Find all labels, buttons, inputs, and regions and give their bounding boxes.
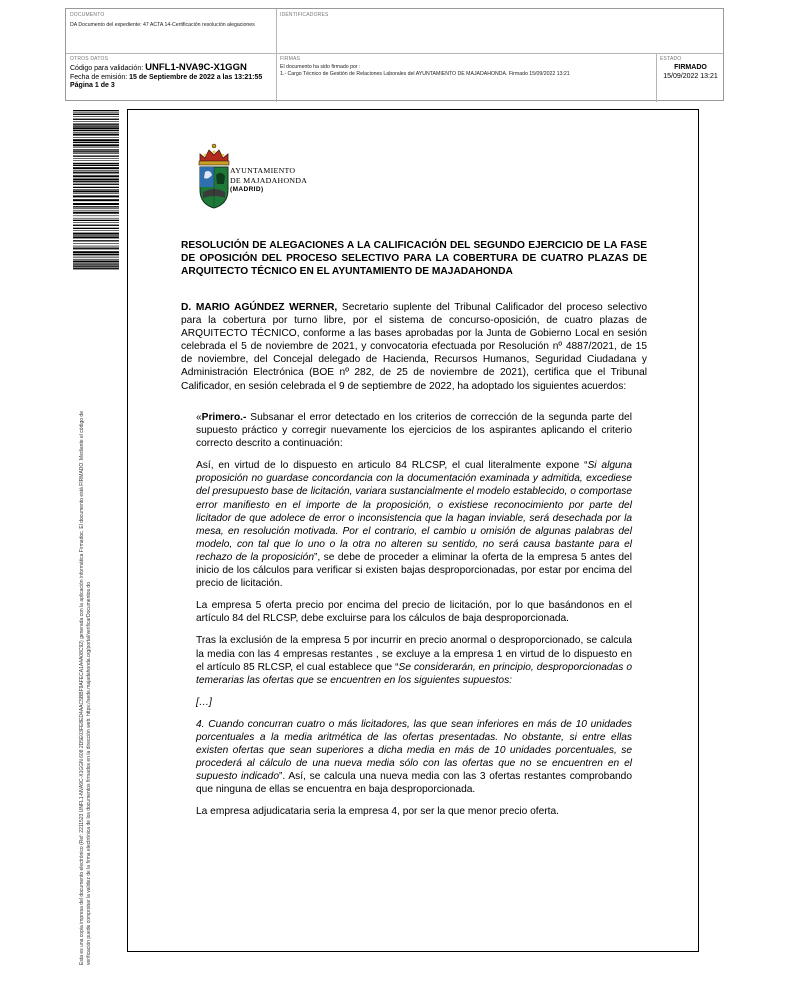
- primero-label: Primero.-: [201, 412, 247, 423]
- secretary-name: D. MARIO AGÚNDEZ WERNER,: [181, 302, 338, 313]
- codigo-value[interactable]: UNFL1-NVA9C-X1GGN: [145, 62, 247, 73]
- resolution-body: [196, 411, 632, 828]
- paragraph-primero: [196, 411, 632, 450]
- paragraph-ellipsis: […]: [196, 696, 212, 708]
- identificadores-cell: [276, 9, 725, 53]
- otros-datos-cell: [66, 53, 276, 102]
- page-indicator: Página 1 de 3: [70, 82, 115, 89]
- verification-side-text: [79, 295, 93, 965]
- supuesto-4-quote: 4. Cuando concurran cuatro o más licitadores, las que sean inferiores en más de 10 unidades porcentuales a la media aritmética de las ofertas presentadas. No obstante, si entre ellas existen ofertas que sean superiores a dicha media en más de 10 unidades porcentuales, se procederá al cálculo de una nueva media sólo con las ofertas que no se encuentren en el supuesto indicado: [196, 718, 632, 783]
- intro-text: Secretario suplente del Tribunal Calificador del proceso selectivo para la cobertura por turno libre, por el sistema de concurso-oposición, de cuatro plazas de ARQUITECTO TÉCNICO, conforme a las bases aprobadas por la Junta de Gobierno Local en sesión celebrada el 5 de noviembre de 2021, y convocatoria efectuada por Resolución nº 4887/2021, de 15 de noviembre, del Concejal delegado de Hacienda, Recursos Humanos, Seguridad Ciudadana y Administración Electrónica (BOE nº 282, de 25 de noviembre de 2021), certifica que el Tribunal Calificador, en sesión celebrada el 9 de septiembre de 2022, ha adoptado los siguientes acuerdos:: [181, 302, 648, 392]
- article-84-quote: Si alguna proposición no guardase concordancia con la documentación examinada y admitida, excediese del presupuesto base de licitación, variara sustancialmente el modelo establecido, o comportase error manifiesto en el importe de la proposición, o existiese reconocimiento por parte del licitador de que adolece de error o inconsistencia que la hagan inviable, será desechada por la mesa, en resolución motivada. Por el contrario, el cambio u omisión de algunas palabras del modelo, con tal que lo uno o la otra no alteren su sentido, no será causa bastante para el rechazo de la proposición: [196, 460, 633, 563]
- opening-quote: «: [196, 412, 202, 423]
- barcode-icon: [73, 110, 119, 270]
- fecha-value: 15 de Septiembre de 2022 a las 13:21:55: [129, 73, 263, 81]
- otros-datos-label: OTROS DATOS: [70, 56, 109, 62]
- firmas-label: FIRMAS: [280, 56, 301, 62]
- logo-line-1: AYUNTAMIENTO: [230, 166, 296, 175]
- logo-line-2: DE MAJADAHONDA: [230, 175, 308, 185]
- fecha-label: Fecha de emisión:: [70, 73, 128, 81]
- intro-paragraph: [181, 301, 647, 393]
- paragraph-article-84: [196, 459, 632, 590]
- article-84-intro: Así, en virtud de lo dispuesto en articulo 84 RLCSP, el cual literalmente expone “: [196, 460, 588, 472]
- side-text-line-1: Esta es una copia impresa del documento electrónico (Ref: 2211523 UNFL1-NVA9C-X1GGN 608 2D5E03FE8ED4AAC5BBF9AFECA1A4A08C92) generada con la aplicación informática Firmadoc. El documento está FIRMADO. Mediante el código de: [79, 411, 85, 965]
- firmas-signature-line: 1.- Cargo Técnico de Gestión de Relaciones Laborales del AYUNTAMIENTO DE MAJADAHONDA. Firmado 15/09/2022 13:21: [280, 70, 570, 77]
- paragraph-adjudicataria: La empresa adjudicataria seria la empresa 4, por ser la que menor precio oferta.: [196, 806, 559, 818]
- paragraph-article-85: [196, 634, 632, 686]
- primero-text: Subsanar el error detectado en los criterios de corrección de la segunda parte del supuesto práctico y corregir nuevamente los ejercicios de los aspirantes aplicando el criterio correcto descrito a continuación:: [196, 412, 632, 450]
- logo-line-3: (MADRID): [230, 186, 264, 193]
- document-metadata-header: [65, 8, 724, 101]
- firmas-intro: El documento ha sido firmado por :: [280, 64, 361, 70]
- document-title: RESOLUCIÓN DE ALEGACIONES A LA CALIFICACIÓN DEL SEGUNDO EJERCICIO DE LA FASE DE OPOSICIÓN DEL PROCESO SELECTIVO PARA LA COBERTURA DE CUATRO PLAZAS DE ARQUITECTO TÉCNICO EN EL AYUNTAMIENTO DE MAJADAHONDA: [181, 240, 647, 277]
- supuesto-4-conclusion: ”. Así, se calcula una nueva media con las 3 ofertas restantes comprobando que ninguna de ellas se encuentra en baja desproporcionada.: [196, 771, 632, 796]
- paragraph-empresa-5: La empresa 5 oferta precio por encima del precio de licitación, por lo que basándonos en el artículo 84 del RLCSP, debe excluirse para los cálculos de baja desproporcionada.: [196, 600, 632, 625]
- firmas-cell: [276, 53, 656, 102]
- estado-date: 15/09/2022 13:21: [663, 72, 718, 80]
- municipality-name: [230, 166, 307, 195]
- codigo-label: Código para validación:: [70, 65, 144, 72]
- documento-text: DA Documento del expediente: 47 ACTA 14-Certificación resolución alegaciones: [70, 22, 255, 28]
- estado-value: FIRMADO: [674, 64, 707, 71]
- estado-cell: [656, 53, 725, 102]
- article-85-quote: Se considerarán, en principio, desproporcionadas o temerarias las ofertas que se encuentren en los siguientes supuestos:: [196, 661, 632, 686]
- article-85-intro: Tras la exclusión de la empresa 5 por incurrir en precio anormal o desproporcionado, se calcula la media con las 4 empresas restantes , se excluye a la empresa 1 en virtud de lo dispuesto en el artículo 85 RLCSP, el cual establece que “: [196, 635, 632, 673]
- coat-of-arms-icon: [194, 142, 234, 210]
- article-84-conclusion: ”, se debe de proceder a eliminar la oferta de la empresa 5 antes del inicio de los cálculos para verificar si existen bajas desproporcionadas, por estar por encima del precio de licitación.: [196, 551, 632, 590]
- documento-cell: [66, 9, 276, 53]
- side-text-line-2: verificación puede comprobar la validez de la firma electrónica de los documentos firmados en la dirección web: https://sede.majadahonda.org/portal/verificarDocumentos.do: [86, 582, 92, 965]
- document-page: [127, 109, 699, 952]
- paragraph-supuesto-4: [196, 718, 632, 797]
- estado-label: ESTADO: [660, 56, 682, 62]
- documento-label: DOCUMENTO: [70, 12, 105, 18]
- identificadores-label: IDENTIFICADORES: [280, 12, 329, 18]
